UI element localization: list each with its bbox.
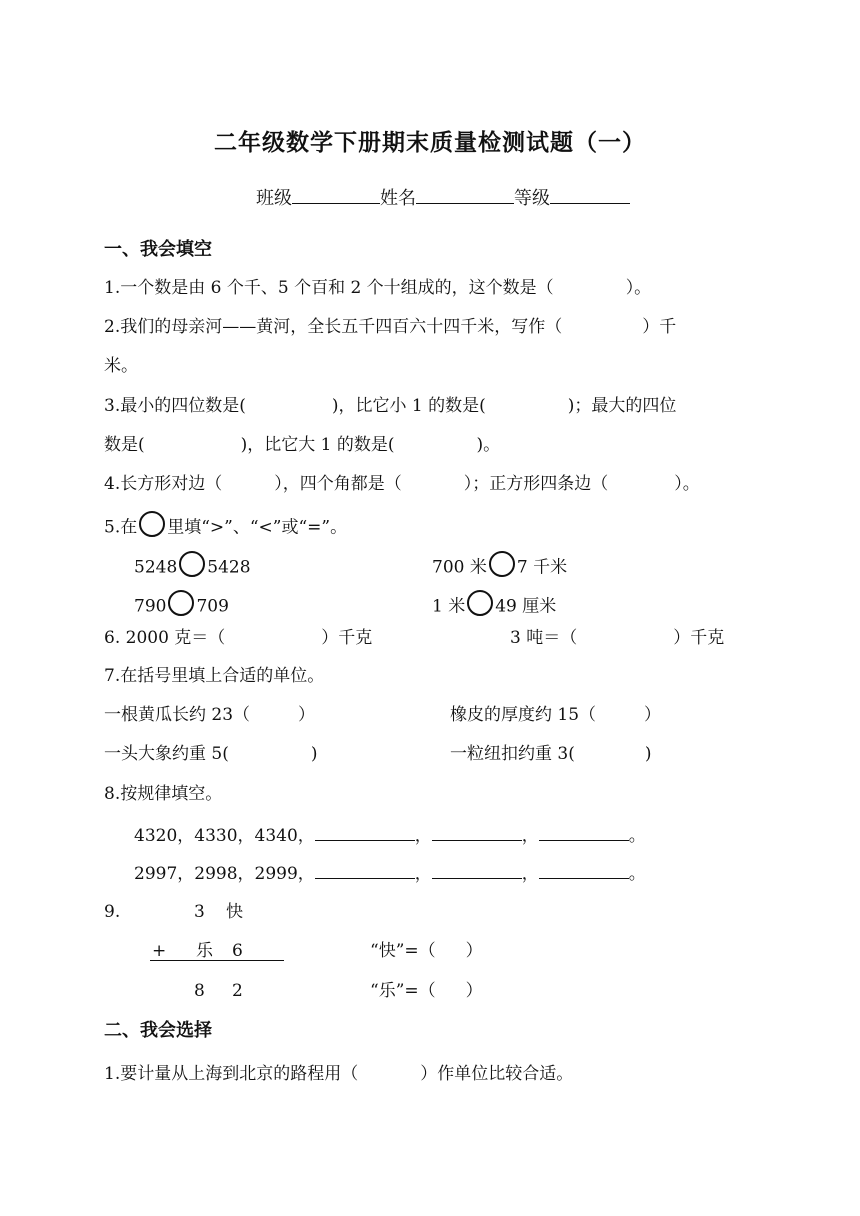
q7-item-3-text: 一头大象约重 5( [104,744,229,764]
q8-blank[interactable] [539,826,629,841]
grade-blank[interactable] [550,187,630,204]
q4-text-1: 4.长方形对边（ [104,474,223,494]
q7-item-4 [450,746,652,763]
q8-blank[interactable] [539,864,629,879]
q8-end: 。 [628,826,646,846]
q4-text-4: ）。 [674,474,700,494]
q8-blank[interactable] [315,864,415,879]
q7-item-4-text: 一粒纽扣约重 3( [450,744,575,764]
q6-b-unit: ）千克 [673,628,725,648]
q7-item-3 [104,746,318,763]
question-6-a [104,630,372,647]
section-heading-choice: 二、我会选择 [104,1020,212,1041]
q5-item-1-left: 5248 [134,557,178,578]
page-title: 二年级数学下册期末质量检测试题（一） [214,130,646,156]
q3-text-3: )；最大的四位 [567,396,677,416]
q9-le-label: “乐”=（ [370,981,436,1001]
q8-blank[interactable] [315,826,415,841]
q6-b-text: 3 吨＝（ [510,628,578,648]
q3-text-5: )，比它大 1 的数是( [240,435,395,455]
class-blank[interactable] [292,187,380,204]
q7-item-3-close: ) [310,744,318,764]
q6-a-text: 6. 2000 克＝（ [104,628,226,648]
q3-text-4: 数是( [104,435,145,455]
q9-plus-sign: + [152,941,167,961]
c1-close: ）作单位比较合适。 [420,1064,574,1084]
question-4 [104,476,700,493]
q8-blank[interactable] [432,864,522,879]
question-6-b [510,630,724,647]
q5-item-1 [134,555,251,581]
q9-kuai-label: “快”=（ [370,941,436,961]
q5-item-3-left: 790 [134,596,167,617]
q7-item-2 [450,707,661,724]
q5-item-4-left: 1 米 [432,596,466,617]
student-info-line [256,184,630,210]
question-3-line-2 [104,437,500,454]
q5-item-3 [134,594,229,620]
section-heading-fill: 一、我会填空 [104,239,212,260]
q8-row-2 [134,864,646,883]
q8-end: 。 [628,864,646,884]
question-3 [104,398,676,415]
q5-item-1-right: 5428 [207,557,251,578]
question-7: 7.在括号里填上合适的单位。 [104,666,325,686]
q9-mid-char: 乐 [196,941,213,961]
q5-instruction: 里填“>”、“<”或“=”。 [167,517,348,538]
name-blank[interactable] [416,187,514,204]
q9-kuai-close: ） [465,941,483,961]
q5-item-3-right: 709 [196,596,229,617]
q8-row-1-sequence: 4320，4330，4340， [134,826,315,846]
answer-circle-icon[interactable] [467,590,493,616]
q9-le-close: ） [465,981,483,1001]
q5-intro: 5.在 [104,517,138,538]
q1-close: ）。 [625,278,652,298]
q9-top-digit: 3 [194,902,205,922]
q8-sep: ， [521,826,539,846]
q5-item-2 [432,555,567,581]
q7-item-2-text: 橡皮的厚度约 15（ [450,705,597,725]
answer-circle-icon[interactable] [489,551,515,577]
q9-number: 9. [104,902,121,922]
q4-text-3: ）；正方形四条边（ [463,474,609,494]
q8-blank[interactable] [432,826,522,841]
q3-text-1: 3.最小的四位数是( [104,396,246,416]
q9-kuai-answer [370,943,483,960]
answer-circle-icon[interactable] [179,551,205,577]
q9-sum-line [150,960,284,961]
class-label: 班级 [256,188,292,209]
q8-sep: ， [414,864,432,884]
q5-item-4-right: 49 厘米 [495,596,557,617]
question-2 [104,319,676,336]
q9-le-answer [370,983,483,1000]
question-5 [104,515,347,541]
q2-text: 2.我们的母亲河——黄河，全长五千四百六十四千米，写作（ [104,317,563,337]
q1-text: 1.一个数是由 6 个千、5 个百和 2 个十组成的，这个数是（ [104,278,554,298]
q7-item-2-close: ） [644,705,662,725]
name-label: 姓名 [380,188,416,209]
q8-row-2-sequence: 2997，2998，2999， [134,864,315,884]
q9-result-1: 8 [194,981,205,1001]
grade-label: 等级 [514,188,550,209]
q5-item-2-right: 7 千米 [516,557,568,578]
q7-item-1-close: ） [298,705,316,725]
q5-item-2-left: 700 米 [432,557,487,578]
q7-item-4-close: ) [644,744,652,764]
q2-close: ）千 [642,317,677,337]
question-8: 8.按规律填空。 [104,784,223,804]
q7-item-1-text: 一根黄瓜长约 23（ [104,705,251,725]
q4-text-2: ），四个角都是（ [274,474,402,494]
comparison-circle-icon [139,511,165,537]
q5-item-4 [432,594,556,620]
c1-text: 1.要计量从上海到北京的路程用（ [104,1064,359,1084]
q8-sep: ， [414,826,432,846]
q9-result-2: 2 [232,981,243,1001]
q8-sep: ， [521,864,539,884]
q7-item-1 [104,707,315,724]
q3-text-2: )，比它小 1 的数是( [331,396,486,416]
q6-a-unit: ）千克 [321,628,373,648]
answer-circle-icon[interactable] [168,590,194,616]
q9-top-char: 快 [226,902,243,922]
question-1 [104,280,651,297]
q2-continuation: 米。 [104,356,138,376]
q8-row-1 [134,826,646,845]
choice-question-1 [104,1066,573,1083]
q9-mid-digit: 6 [232,941,243,961]
q3-text-6: )。 [476,435,501,455]
